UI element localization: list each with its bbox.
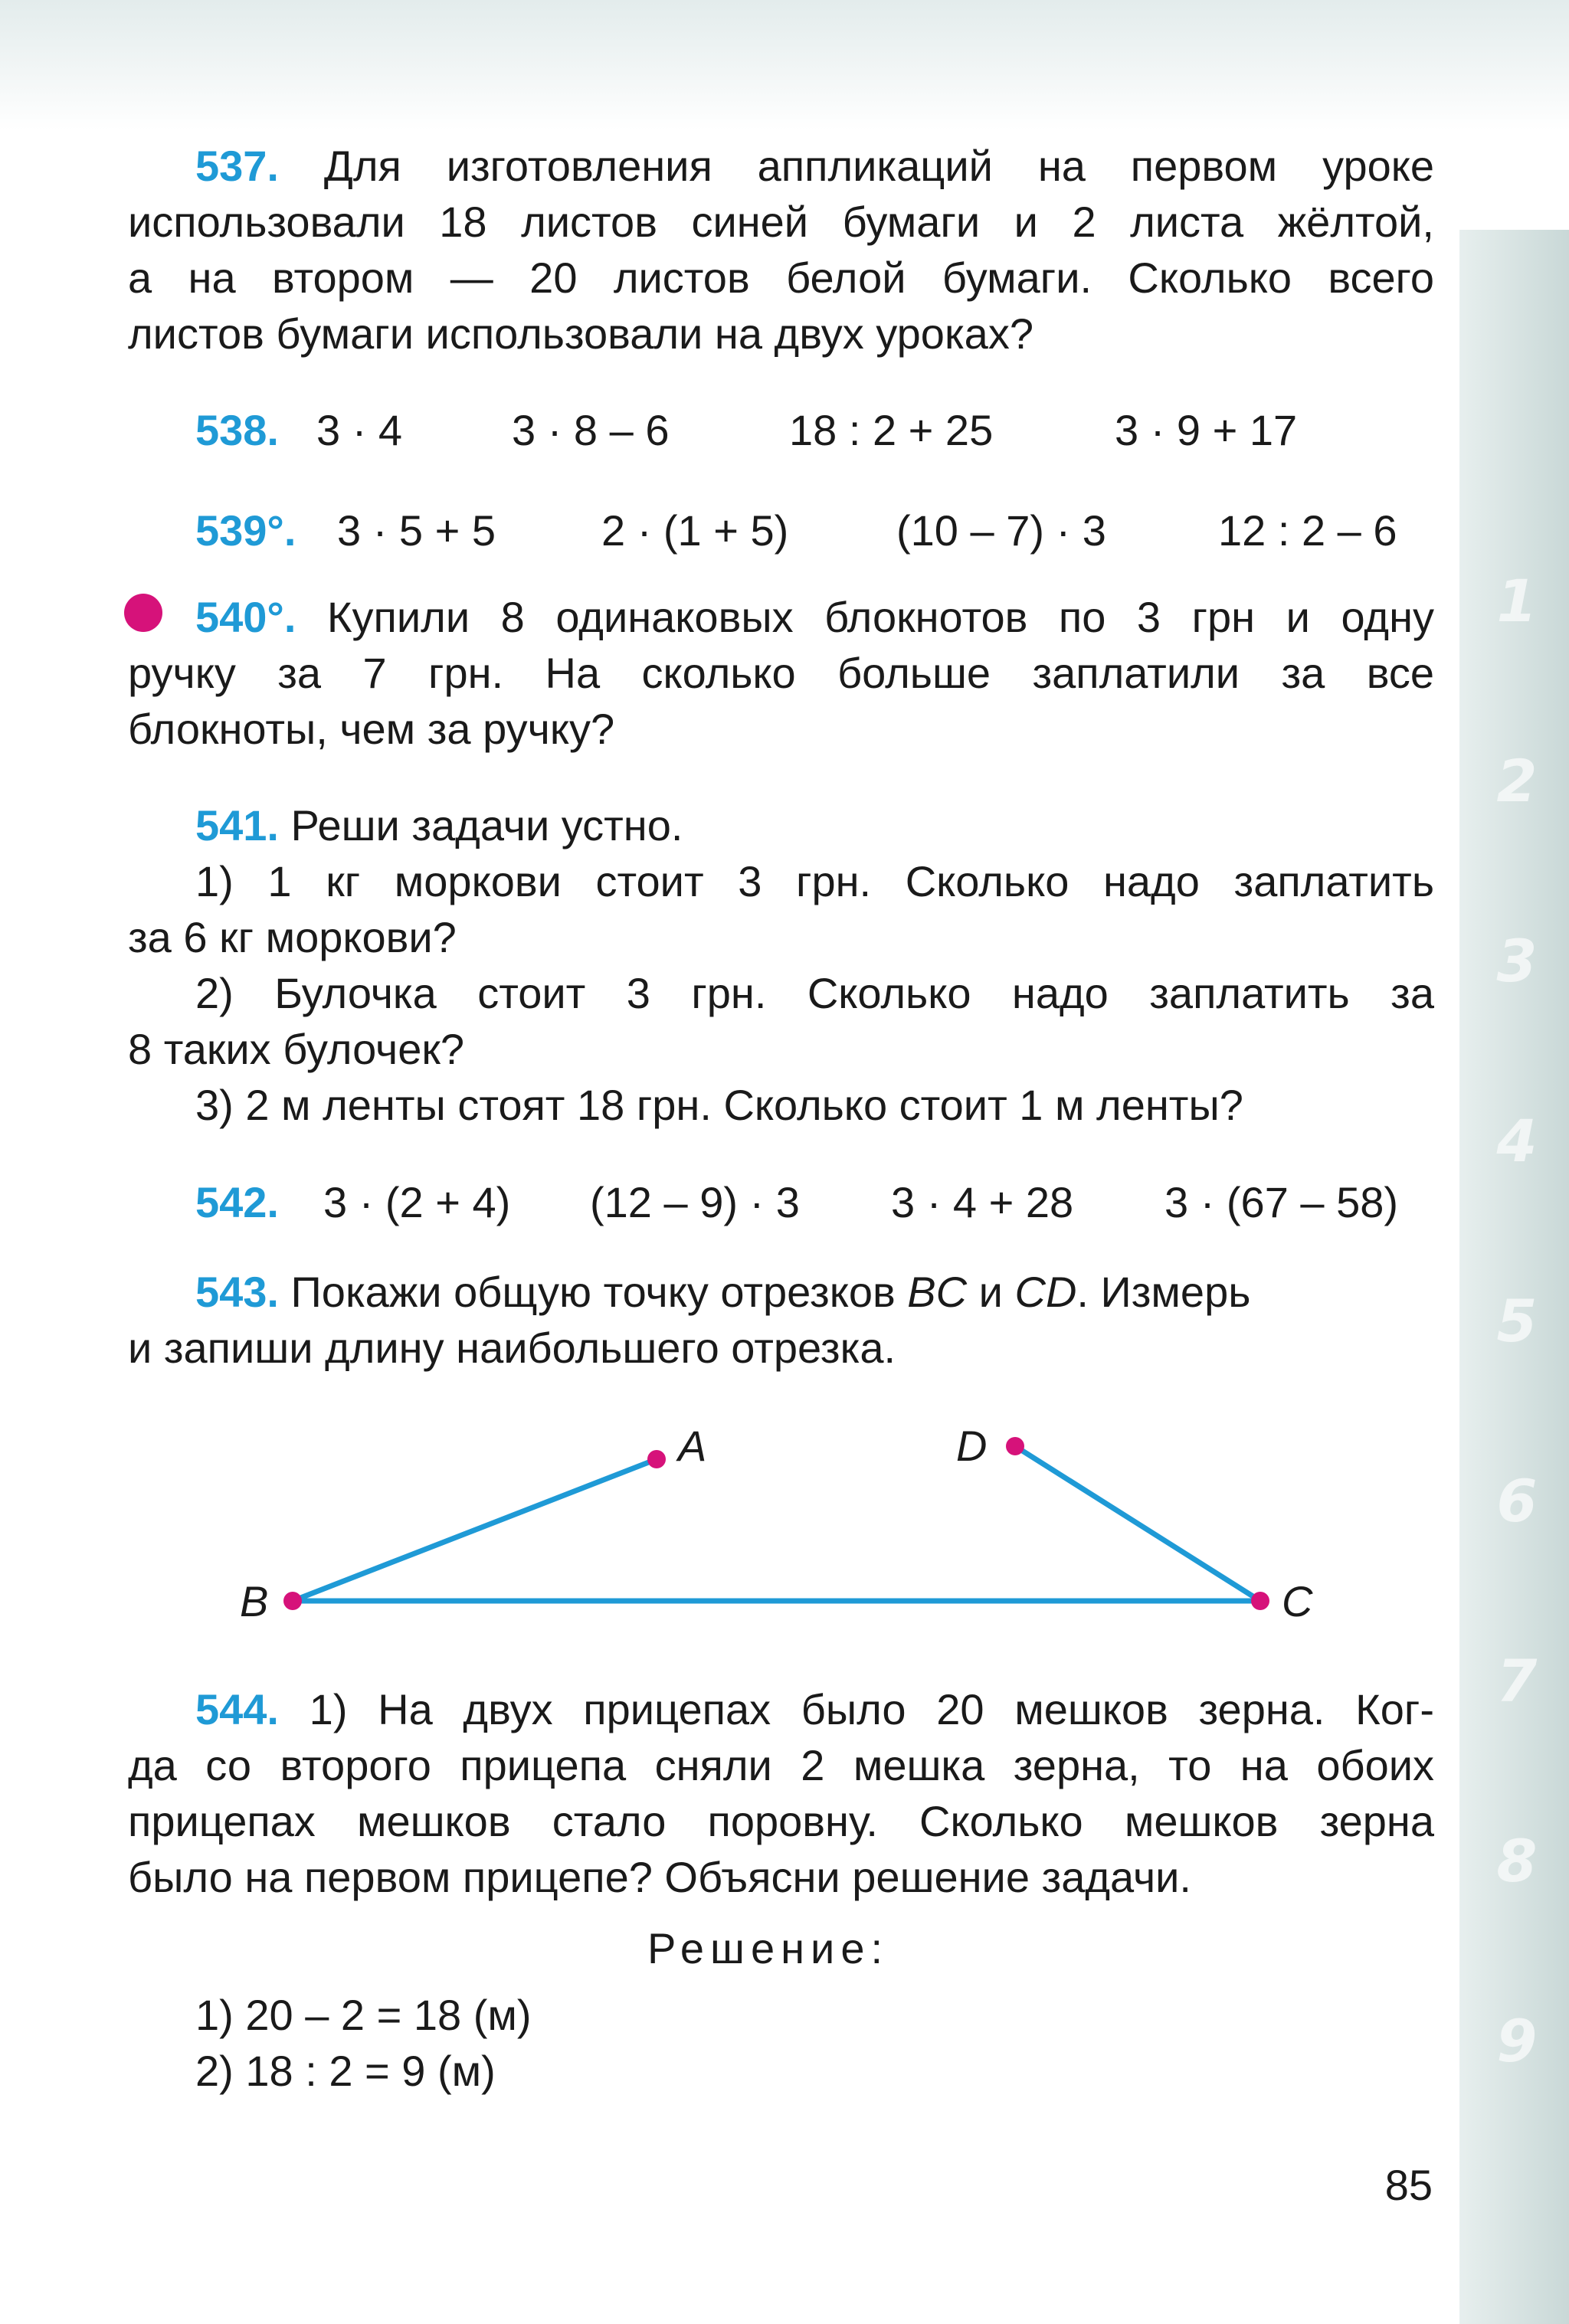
point-a	[647, 1450, 666, 1468]
side-tab-number: 3	[1496, 927, 1538, 995]
segment-ab	[293, 1459, 657, 1601]
problem-text: Купили 8 одинаковых блокнотов по 3 грн и одну	[296, 593, 1434, 641]
subproblem-text: 1) 1 кг моркови стоит 3 грн. Сколько надо заплатить	[195, 857, 1434, 905]
expression: 3 · 8 – 6	[512, 406, 670, 454]
problem-text: да со второго прицепа сняли 2 мешка зерна, то на обоих	[128, 1741, 1434, 1789]
problem-text: и	[967, 1268, 1015, 1316]
segment-name: CD	[1014, 1268, 1077, 1316]
side-tab-number: 2	[1496, 747, 1538, 815]
problem-number: 543.	[195, 1268, 279, 1316]
segment-name: BC	[907, 1268, 968, 1316]
problem-number: 542.	[195, 1178, 279, 1226]
solution-step: 1) 20 – 2 = 18 (м)	[195, 1991, 532, 2039]
expression: 18 : 2 + 25	[789, 406, 994, 454]
problem-text: 1) На двух прицепах было 20 мешков зерна. Ког-	[279, 1685, 1434, 1733]
problem-text: прицепах мешков стало поровну. Сколько мешков зерна	[128, 1797, 1434, 1845]
problem-number: 541.	[195, 801, 279, 849]
side-tab-number: 6	[1496, 1467, 1538, 1535]
subproblem-text: 3) 2 м ленты стоят 18 грн. Сколько стоит 1 м ленты?	[195, 1081, 1243, 1129]
segment-cd	[1015, 1446, 1260, 1601]
problem-text: Реши задачи устно.	[279, 801, 683, 849]
expression: 2 · (1 + 5)	[601, 506, 789, 555]
problem-text: блокноты, чем за ручку?	[128, 705, 615, 753]
side-tab-number: 9	[1496, 2007, 1538, 2075]
side-tab-number: 4	[1496, 1107, 1538, 1175]
point-label-a: A	[678, 1422, 707, 1470]
point-c	[1251, 1592, 1269, 1610]
point-b	[283, 1592, 302, 1610]
subproblem-text: 8 таких булочек?	[128, 1025, 465, 1073]
problem-number: 538.	[195, 406, 279, 454]
point-d	[1006, 1437, 1024, 1455]
problem-text: . Измерь	[1076, 1268, 1251, 1316]
solution-heading: Решение:	[647, 1924, 889, 1972]
problem-number: 537.	[195, 142, 279, 190]
expression: 3 · 4	[316, 406, 403, 454]
problem-text: Для изготовления аппликаций на первом уроке	[279, 142, 1434, 190]
problem-number: 539°.	[195, 506, 296, 555]
problem-text: использовали 18 листов синей бумаги и 2 листа жёлтой,	[128, 198, 1434, 246]
side-tab-number: 7	[1496, 1647, 1538, 1715]
problem-text: было на первом прицепе? Объясни решение задачи.	[128, 1853, 1191, 1901]
solution-step: 2) 18 : 2 = 9 (м)	[195, 2047, 496, 2095]
problem-text: ручку за 7 грн. На сколько больше заплатили за все	[128, 649, 1434, 697]
expression: (10 – 7) · 3	[896, 506, 1106, 555]
problem-text: Покажи общую точку отрезков	[279, 1268, 908, 1316]
expression: 3 · (2 + 4)	[323, 1178, 511, 1226]
problem-number: 540°.	[195, 593, 296, 641]
problem-text: а на втором — 20 листов белой бумаги. Сколько всего	[128, 254, 1434, 302]
problem-number: 544.	[195, 1685, 279, 1733]
expression: (12 – 9) · 3	[590, 1178, 800, 1226]
point-label-c: C	[1282, 1577, 1313, 1625]
point-label-d: D	[956, 1422, 988, 1470]
expression: 12 : 2 – 6	[1218, 506, 1397, 555]
problem-text: листов бумаги использовали на двух уроках?	[128, 309, 1033, 358]
problem-text: и запиши длину наибольшего отрезка.	[128, 1324, 896, 1372]
page-number: 85	[1384, 2161, 1433, 2209]
side-tab-number: 5	[1496, 1287, 1538, 1355]
expression: 3 · 4 + 28	[891, 1178, 1074, 1226]
side-tab-number: 1	[1496, 567, 1538, 635]
point-label-b: B	[240, 1577, 269, 1625]
expression: 3 · (67 – 58)	[1164, 1178, 1399, 1226]
subproblem-text: 2) Булочка стоит 3 грн. Сколько надо заплатить за	[195, 969, 1434, 1017]
expression: 3 · 5 + 5	[337, 506, 496, 555]
subproblem-text: за 6 кг моркови?	[128, 913, 457, 961]
problem-544	[128, 1681, 1434, 1905]
expression: 3 · 9 + 17	[1115, 406, 1298, 454]
side-tab-number: 8	[1496, 1827, 1538, 1895]
